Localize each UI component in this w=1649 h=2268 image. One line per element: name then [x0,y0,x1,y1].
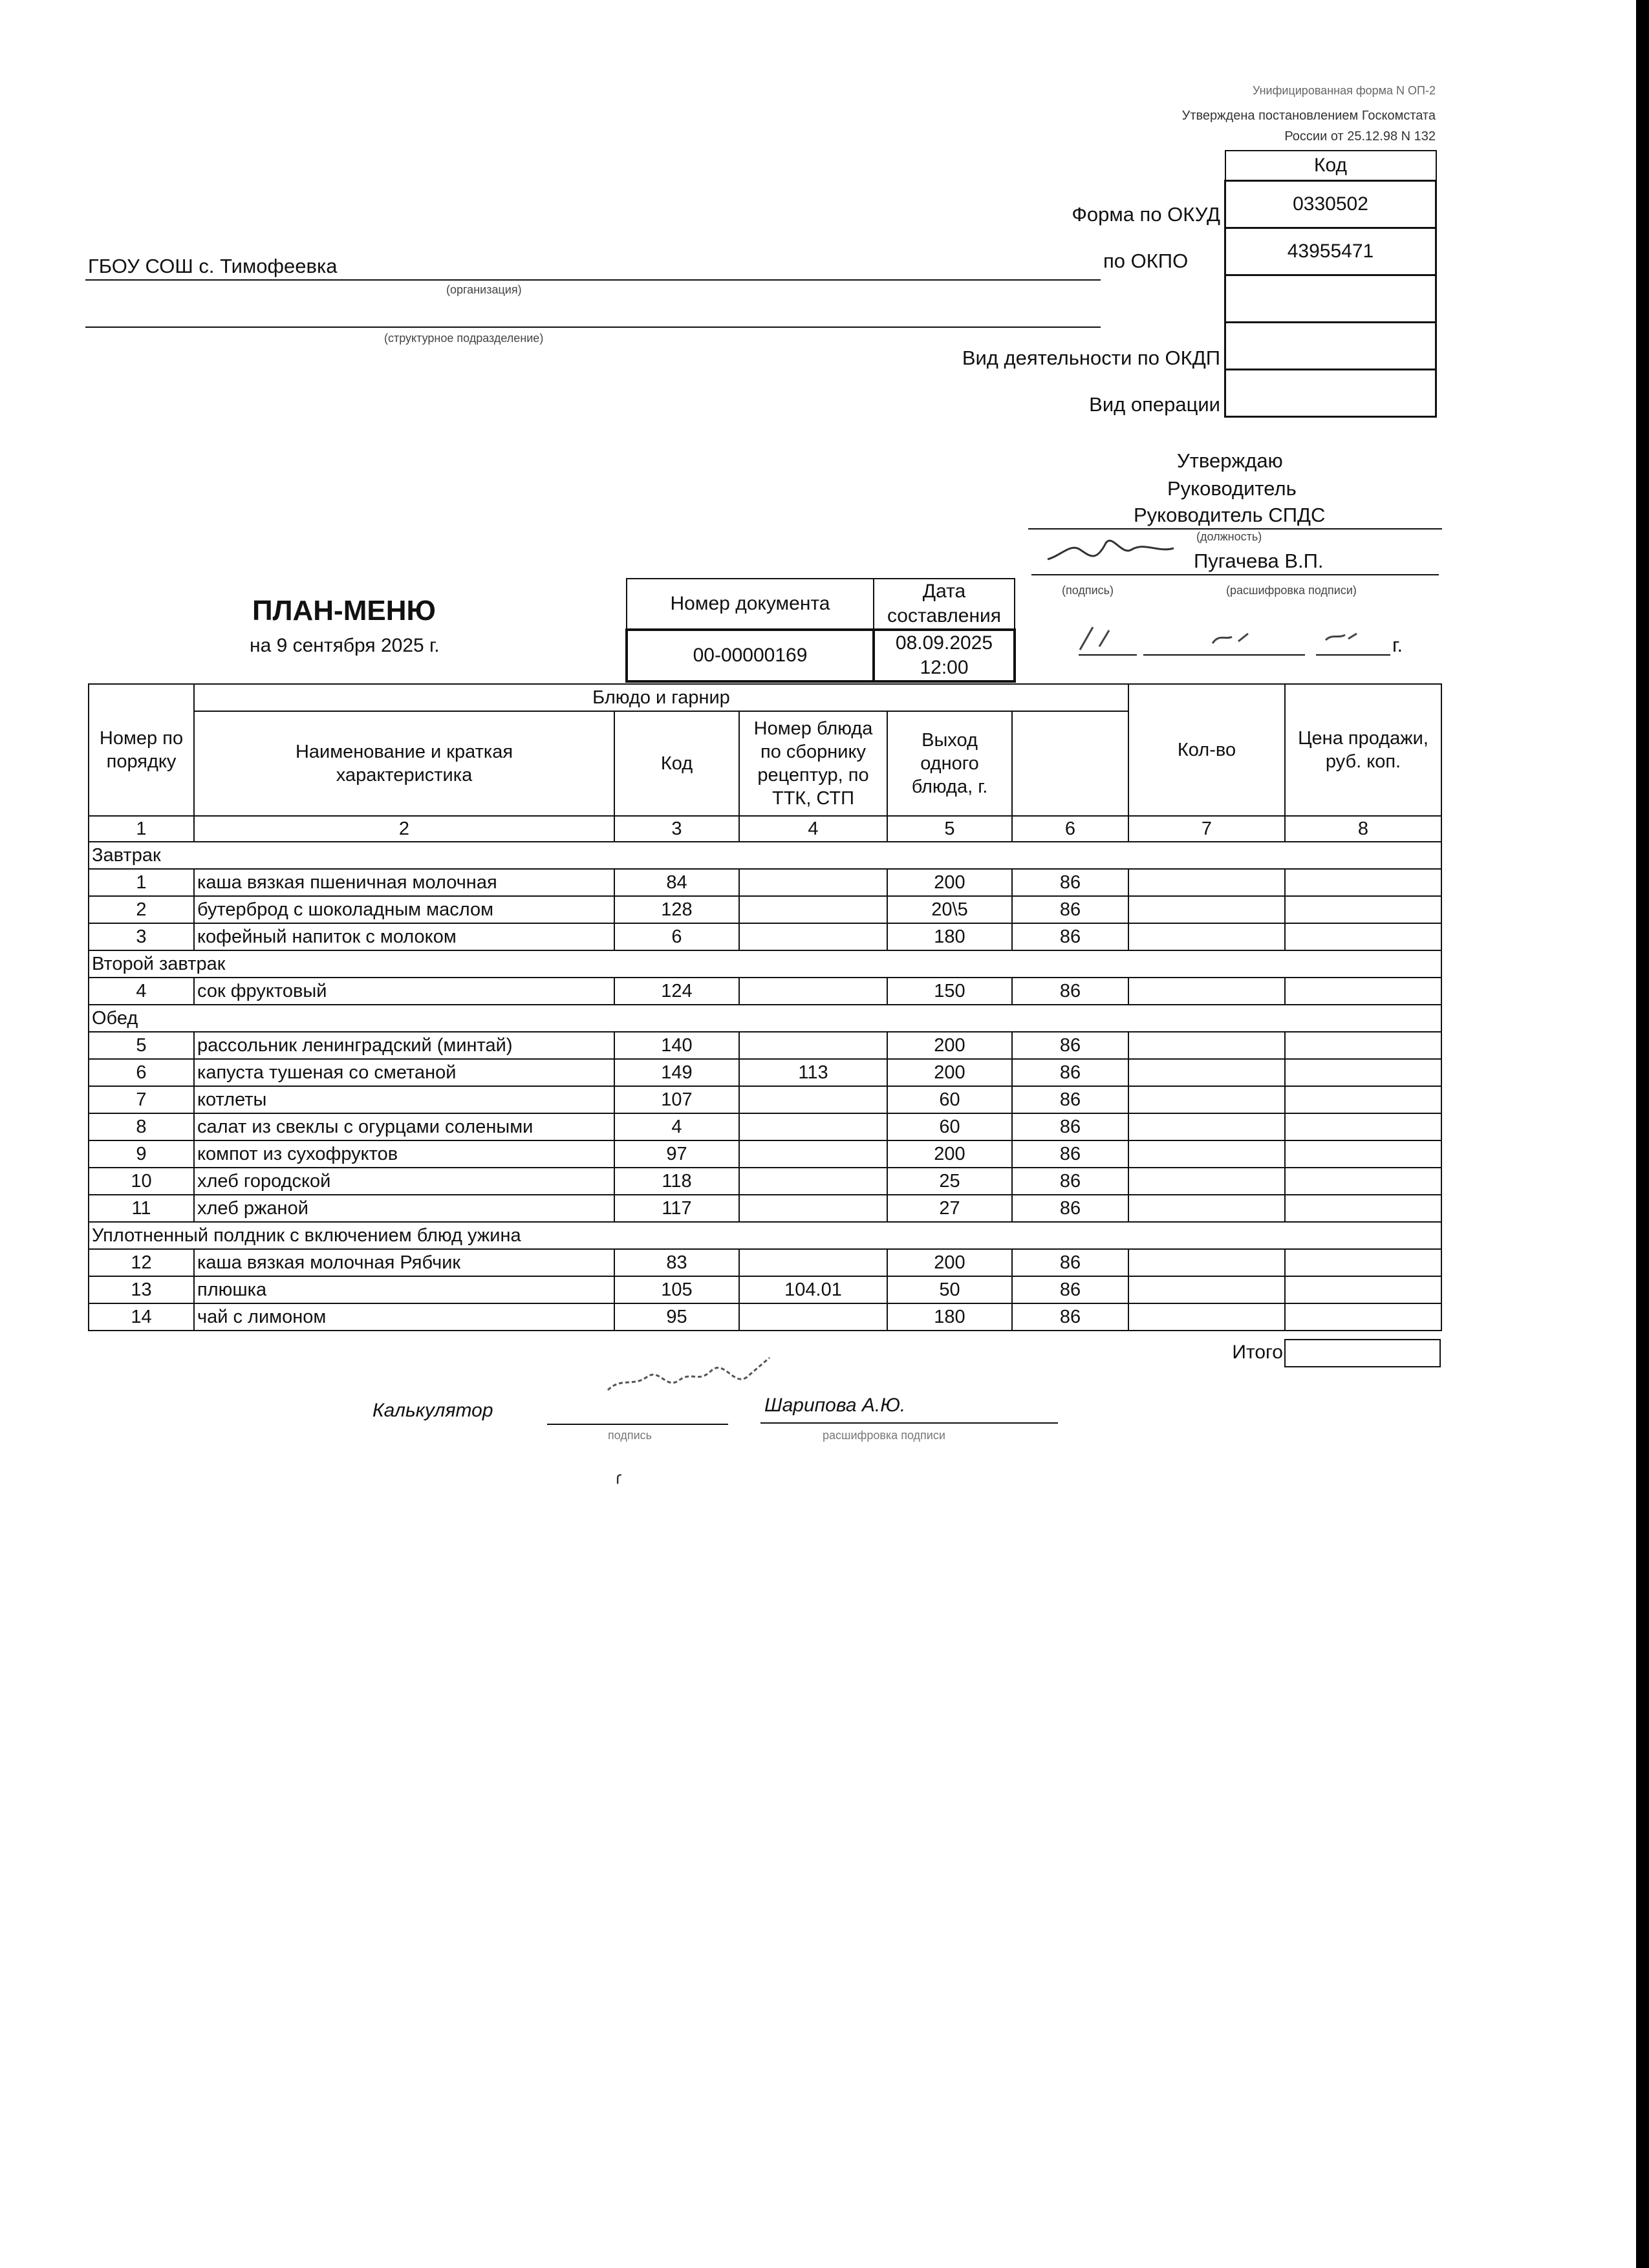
calculator-name: Шарипова А.Ю. [764,1395,906,1416]
table-row [89,923,1441,950]
dish-code: 83 [614,1249,739,1276]
okdp-label: Вид деятельности по ОКДП [962,347,1220,369]
calculator-decode-caption: расшифровка подписи [823,1429,945,1442]
dish-code: 84 [614,869,739,896]
table-row [89,1059,1441,1086]
operation-value [1225,370,1436,417]
calculator-name-line [760,1422,1058,1424]
sum-cell [1285,1249,1441,1276]
column-number-cell: 7 [1128,816,1285,842]
dish-qty: 86 [1012,1168,1128,1195]
price-cell [1128,1195,1285,1222]
dish-name: компот из сухофруктов [194,1140,614,1168]
form-info-line3: России от 25.12.98 N 132 [1284,129,1436,144]
doc-date-header: Дата составления [874,579,1015,630]
table-row [89,1249,1441,1276]
row-number: 10 [89,1168,194,1195]
column-number-cell: 1 [89,816,194,842]
dish-yield: 200 [887,1140,1012,1168]
position-line [1028,528,1442,530]
price-cell [1128,1303,1285,1331]
dish-name: салат из свеклы с огурцами солеными [194,1113,614,1140]
dish-yield: 20\5 [887,896,1012,923]
dish-code: 4 [614,1113,739,1140]
dish-code: 117 [614,1195,739,1222]
signature-line [1031,574,1439,575]
doc-number-header: Номер документа [627,579,874,630]
dish-yield: 200 [887,869,1012,896]
recipe-number [739,923,887,950]
dish-yield: 50 [887,1276,1012,1303]
dish-qty: 86 [1012,1086,1128,1113]
section-row [89,1222,1441,1249]
table-row [89,1140,1441,1168]
dish-name: хлеб городской [194,1168,614,1195]
recipe-number [739,1249,887,1276]
recipe-number [739,896,887,923]
dish-qty: 86 [1012,1032,1128,1059]
price-cell [1128,1113,1285,1140]
director-signature [1035,530,1209,569]
row-number: 2 [89,896,194,923]
recipe-number [739,1086,887,1113]
dish-code: 118 [614,1168,739,1195]
price-cell [1128,1168,1285,1195]
column-number-cell: 3 [614,816,739,842]
dish-yield: 150 [887,978,1012,1005]
sum-cell [1285,896,1441,923]
row-number: 8 [89,1113,194,1140]
table-row [89,896,1441,923]
recipe-number [739,1140,887,1168]
dish-name: каша вязкая молочная Рябчик [194,1249,614,1276]
dish-qty: 86 [1012,978,1128,1005]
dish-code: 128 [614,896,739,923]
doc-date-value: 08.09.2025 12:00 [874,630,1015,681]
section-row [89,950,1441,978]
approve-label: Утверждаю [1177,449,1283,472]
recipe-number: 113 [739,1059,887,1086]
date-day-line [1079,654,1137,656]
form-info-line1: Унифицированная форма N ОП-2 [1252,84,1436,97]
row-number: 9 [89,1140,194,1168]
signature-caption: (подпись) [1062,584,1114,597]
sum-cell [1285,1032,1441,1059]
dish-name: котлеты [194,1086,614,1113]
table-row [89,1303,1441,1331]
column-number-cell: 6 [1012,816,1128,842]
sum-cell [1285,1113,1441,1140]
document-title: ПЛАН-МЕНЮ [252,595,436,626]
dish-yield: 60 [887,1113,1012,1140]
total-label: Итого [1232,1342,1283,1363]
sum-cell [1285,1195,1441,1222]
organization-line [85,279,1101,281]
sum-cell [1285,1168,1441,1195]
row-number: 4 [89,978,194,1005]
row-number: 13 [89,1276,194,1303]
total-value-cell [1284,1339,1441,1367]
sum-cell [1285,1140,1441,1168]
price-cell [1128,1276,1285,1303]
dish-yield: 200 [887,1249,1012,1276]
recipe-number [739,1113,887,1140]
dish-code: 105 [614,1276,739,1303]
price-cell [1128,869,1285,896]
dish-code: 97 [614,1140,739,1168]
dish-yield: 200 [887,1032,1012,1059]
empty-code-cell [1225,275,1436,323]
date-year-suffix: г. [1392,634,1403,656]
sum-cell [1285,978,1441,1005]
dish-name: капуста тушеная со сметаной [194,1059,614,1086]
table-row [89,978,1441,1005]
dish-name: хлеб ржаной [194,1195,614,1222]
header-yield: Выход одного блюда, г. [887,711,1012,816]
department-caption: (структурное подразделение) [384,332,544,345]
dish-yield: 180 [887,923,1012,950]
document-subtitle: на 9 сентября 2025 г. [250,635,440,656]
calculator-signature-line [547,1424,728,1425]
price-cell [1128,1140,1285,1168]
recipe-number [739,869,887,896]
menu-body [89,842,1441,1331]
price-cell [1128,978,1285,1005]
organization-caption: (организация) [446,283,522,296]
dish-code: 124 [614,978,739,1005]
calculator-signature [601,1351,782,1409]
approve-position: Руководитель СПДС [1134,504,1326,526]
table-row [89,1276,1441,1303]
price-cell [1128,1032,1285,1059]
header-name: Наименование и краткая характеристика [194,711,614,816]
dish-name: чай с лимоном [194,1303,614,1331]
date-month-line [1143,654,1305,656]
section-row [89,1005,1441,1032]
dish-yield: 180 [887,1303,1012,1331]
price-cell [1128,1249,1285,1276]
dish-qty: 86 [1012,1276,1128,1303]
dish-yield: 27 [887,1195,1012,1222]
date-year-line [1316,654,1390,656]
header-code: Код [614,711,739,816]
row-number: 6 [89,1059,194,1086]
code-box [1224,150,1437,418]
dish-yield: 25 [887,1168,1012,1195]
header-dish-group: Блюдо и гарнир [194,684,1128,711]
column-number-cell: 5 [887,816,1012,842]
okdp-value [1225,323,1436,370]
dish-name: кофейный напиток с молоком [194,923,614,950]
okpo-label: по ОКПО [1103,250,1189,272]
okud-value: 0330502 [1225,181,1436,228]
row-number: 12 [89,1249,194,1276]
header-price: Цена продажи, руб. коп. [1285,684,1441,816]
position-caption: (должность) [1196,530,1262,543]
table-row [89,1032,1441,1059]
dish-code: 107 [614,1086,739,1113]
dish-code: 140 [614,1032,739,1059]
decode-caption: (расшифровка подписи) [1226,584,1357,597]
row-number: 14 [89,1303,194,1331]
row-number: 1 [89,869,194,896]
recipe-number [739,1032,887,1059]
sum-cell [1285,869,1441,896]
recipe-number [739,1303,887,1331]
document-number-box [625,578,1016,683]
approve-role: Руководитель [1167,477,1297,500]
table-row [89,1168,1441,1195]
row-number: 7 [89,1086,194,1113]
recipe-number: 104.01 [739,1276,887,1303]
dish-name: рассольник ленинградский (минтай) [194,1032,614,1059]
sum-cell [1285,1086,1441,1113]
column-number-cell: 2 [194,816,614,842]
header-num: Номер по порядку [89,684,194,816]
code-header: Код [1225,151,1436,181]
dish-qty: 86 [1012,1303,1128,1331]
menu-table [88,683,1442,1331]
table-row [89,1113,1441,1140]
approver-name: Пугачева В.П. [1194,550,1324,572]
sum-cell [1285,1059,1441,1086]
doc-number-value: 00-00000169 [627,630,874,681]
column-number-cell: 4 [739,816,887,842]
price-cell [1128,1086,1285,1113]
approval-date-handwriting [1054,614,1416,659]
dish-code: 95 [614,1303,739,1331]
dish-qty: 86 [1012,923,1128,950]
sum-cell [1285,1303,1441,1331]
section-title: Завтрак [89,842,1441,869]
price-cell [1128,896,1285,923]
row-number: 5 [89,1032,194,1059]
form-info-line2: Утверждена постановлением Госкомстата [1181,109,1436,123]
dish-code: 6 [614,923,739,950]
dish-qty: 86 [1012,896,1128,923]
section-title: Обед [89,1005,1441,1032]
dish-name: каша вязкая пшеничная молочная [194,869,614,896]
row-number: 3 [89,923,194,950]
dish-qty: 86 [1012,1113,1128,1140]
sum-cell [1285,1276,1441,1303]
recipe-number [739,978,887,1005]
header-recipe: Номер блюда по сборнику рецептур, по ТТК, СТП [739,711,887,816]
calculator-label: Калькулятор [372,1400,493,1421]
table-row [89,1195,1441,1222]
column-number-row [89,816,1441,842]
dish-code: 149 [614,1059,739,1086]
operation-label: Вид операции [1089,393,1220,416]
dish-qty: 86 [1012,869,1128,896]
header-qty: Кол-во [1128,684,1285,816]
section-title: Второй завтрак [89,950,1441,978]
okud-label: Форма по ОКУД [1072,203,1220,226]
recipe-number [739,1195,887,1222]
price-cell [1128,923,1285,950]
calculator-signature-caption: подпись [608,1429,652,1442]
scan-mark: ɾ [616,1468,622,1488]
sum-cell [1285,923,1441,950]
organization-name: ГБОУ СОШ с. Тимофеевка [88,255,338,277]
dish-yield: 60 [887,1086,1012,1113]
section-title: Уплотненный полдник с включением блюд ужина [89,1222,1441,1249]
price-cell [1128,1059,1285,1086]
dish-qty: 86 [1012,1195,1128,1222]
dish-name: бутерброд с шоколадным маслом [194,896,614,923]
dish-name: сок фруктовый [194,978,614,1005]
department-line [85,326,1101,328]
section-row [89,842,1441,869]
table-row [89,1086,1441,1113]
scan-edge [1636,0,1649,2268]
row-number: 11 [89,1195,194,1222]
recipe-number [739,1168,887,1195]
dish-qty: 86 [1012,1059,1128,1086]
dish-qty: 86 [1012,1140,1128,1168]
dish-qty: 86 [1012,1249,1128,1276]
dish-yield: 200 [887,1059,1012,1086]
column-number-cell: 8 [1285,816,1441,842]
dish-name: плюшка [194,1276,614,1303]
okpo-value: 43955471 [1225,228,1436,275]
table-row [89,869,1441,896]
